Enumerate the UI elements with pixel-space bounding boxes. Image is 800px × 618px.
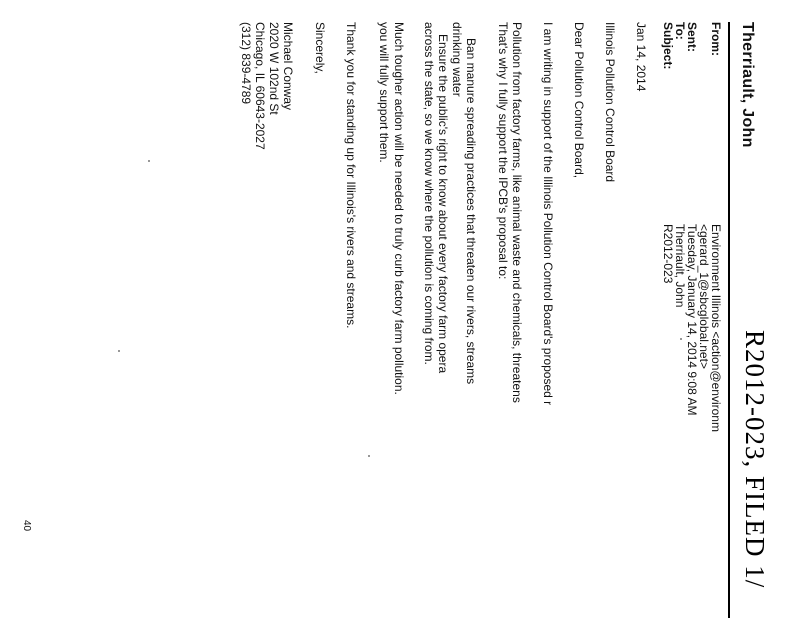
signature-name: Michael Conway bbox=[281, 22, 295, 111]
bullet-line: Ban manure spreading practices that threaten our rivers, streams bbox=[464, 38, 478, 385]
header-label: Sent: bbox=[685, 22, 699, 52]
bullet-line: drinking water bbox=[450, 22, 464, 97]
header-value: R2012-023 bbox=[661, 224, 675, 284]
filing-stamp: R2012-023, FILED 1/ bbox=[740, 330, 770, 589]
closing-line: you will fully support them. bbox=[377, 22, 391, 163]
intro-line: That's why I fully support the IPCB's proposal to: bbox=[496, 22, 510, 280]
bullet-line: Ensure the public's right to know about every factory farm opera bbox=[436, 34, 450, 374]
intro-line: Pollution from factory farms, like animal waste and chemicals, threatens bbox=[510, 22, 524, 403]
scan-speck bbox=[148, 160, 150, 162]
header-value: Environment Illinois <action@environm bbox=[709, 224, 723, 432]
thanks-line: Thank you for standing up for Illinois's rivers and streams. bbox=[344, 22, 358, 329]
signoff: Sincerely, bbox=[313, 22, 327, 74]
bullet-line: across the state, so we know where the pollution is coming from. bbox=[422, 22, 436, 365]
signature-phone: (312) 839-4789 bbox=[239, 22, 253, 105]
letter-date: Jan 14, 2014 bbox=[634, 22, 648, 92]
header-divider bbox=[728, 22, 730, 618]
header-label: From: bbox=[709, 22, 723, 56]
header-label: Subject: bbox=[661, 22, 675, 70]
scan-speck bbox=[118, 350, 120, 352]
header-label: To: bbox=[673, 22, 687, 40]
scan-speck bbox=[368, 455, 370, 457]
scan-speck bbox=[680, 338, 682, 340]
header-value: Therriault, John bbox=[673, 224, 687, 308]
sender-name: Therriault, John bbox=[739, 22, 756, 148]
signature-address: 2020 W 102nd St bbox=[267, 22, 281, 115]
page-number: 40 bbox=[21, 520, 32, 532]
header-value: Tuesday, January 14, 2014 9:08 AM bbox=[685, 224, 699, 416]
header-value: <gerard_1@sbcglobal.net> bbox=[697, 224, 711, 369]
letter-recipient: Illinois Pollution Control Board bbox=[603, 22, 617, 183]
letter-salutation: Dear Pollution Control Board, bbox=[572, 22, 586, 179]
signature-city: Chicago, IL 60643-2027 bbox=[253, 22, 267, 150]
intro-line: I am writing in support of the Illinois Pollution Control Board's proposed r bbox=[541, 22, 555, 406]
closing-line: Much tougher action will be needed to truly curb factory farm pollution. bbox=[392, 22, 406, 395]
